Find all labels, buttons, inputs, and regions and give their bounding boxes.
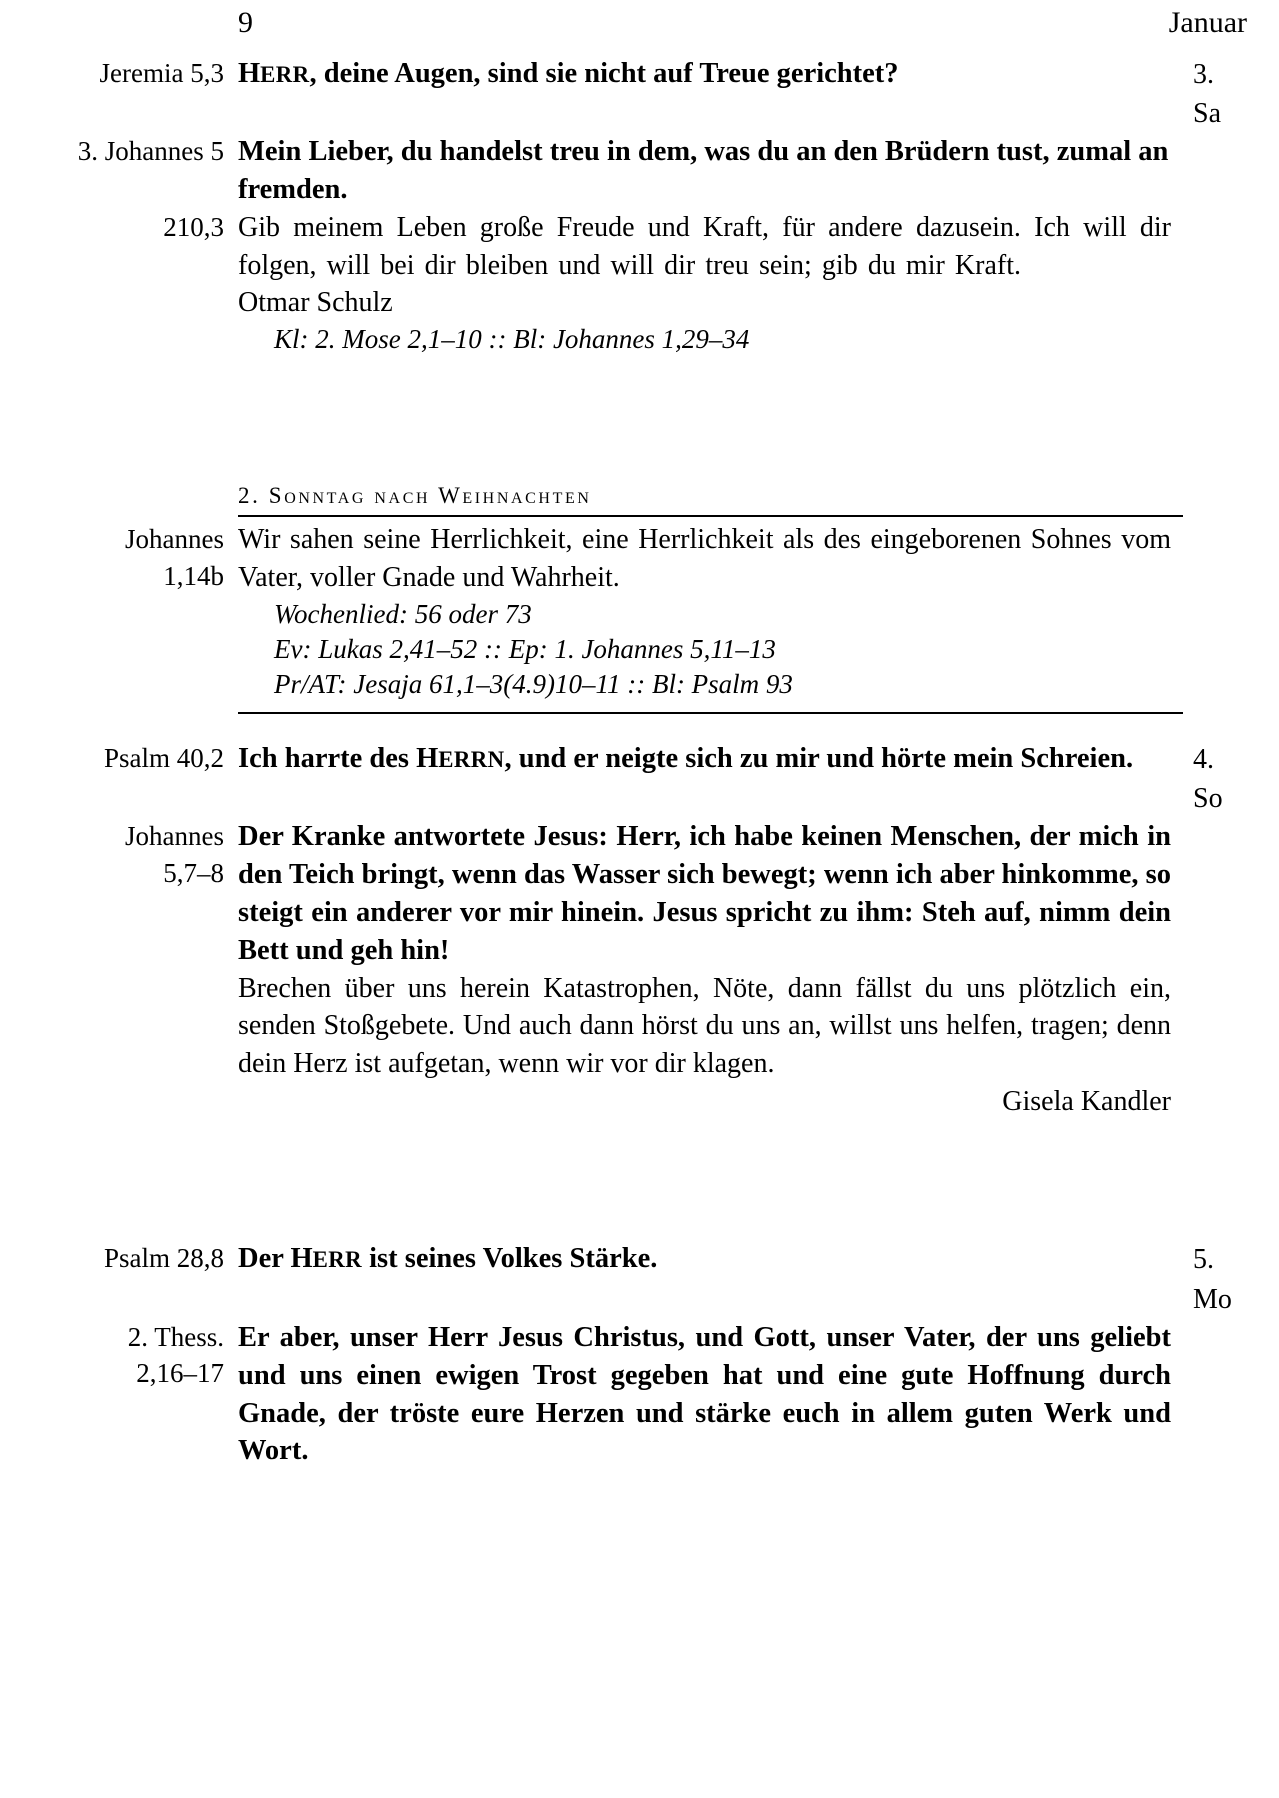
day-marker-spacer [1183, 209, 1279, 322]
hymn-reference: 210,3 [163, 212, 224, 243]
entry-row [0, 55, 1279, 133]
scripture-reference: Jeremia 5,3 [99, 58, 224, 88]
lectionary-line: Wochenlied: 56 oder 73 [274, 598, 532, 629]
day-weekday: Sa [1193, 98, 1221, 130]
entry-body [238, 818, 1183, 970]
day-entry-5 [0, 1240, 1279, 1470]
sunday-title: 2. Sonntag nach Weihnachten [238, 483, 592, 509]
day-marker-spacer [1183, 521, 1279, 702]
reference-line-2: 2,16–17 [136, 1358, 224, 1389]
sunday-block [0, 483, 1279, 714]
day-number: 5. [1193, 1244, 1214, 1276]
verse-text: Er aber, unser Herr Jesus Christus, und Gott, unser Vater, der uns geliebt und uns einen ewigen Trost gegeben hat und eine gute Hoffnung durch Gnade, der tröste eure Herzen und stärke euch in allem guten Werk und Wort. [238, 1321, 1171, 1467]
entry-body [238, 970, 1183, 1121]
page-content [0, 55, 1279, 1470]
rule-gap [0, 702, 1279, 712]
day-marker-spacer [1183, 970, 1279, 1121]
entry-body [238, 133, 1183, 209]
verse-part-2: ist seines Volkes Stärke. [362, 1243, 658, 1275]
day-marker-spacer [1183, 133, 1279, 209]
verse-text: Der Kranke antwortete Jesus: Herr, ich habe keinen Menschen, der mich in den Teich bringt, wenn das Wasser sich bewegt; wenn ich aber hinkomme, so steigt ein anderer vor mir hinein. Jesus spricht zu ihm: Steh auf, nimm dein Bett und geh hin! [238, 821, 1171, 966]
scripture-reference: 3. Johannes 5 [77, 136, 224, 167]
verse-text: Mein Lieber, du handelst treu in dem, was du an den Brüdern tust, zumal an fremden. [238, 136, 1169, 206]
author-name: Gisela Kandler [1002, 1085, 1171, 1117]
entry-body [238, 55, 1183, 133]
day-number: 4. [1193, 743, 1214, 775]
meditation-text: Brechen über uns herein Katastrophen, Nöte, dann fällst du uns plötzlich ein, senden Stoßgebete. Und auch dann hörst du uns an, willst uns helfen, tragen; denn dein Herz ist aufgetan, wenn wir vor dir klagen. [238, 972, 1171, 1080]
verse-part: Ich harrte des H [238, 742, 439, 774]
reference-empty [0, 322, 238, 357]
entry-row [0, 521, 1279, 702]
day-entry-4 [0, 740, 1279, 1121]
reference-empty [0, 970, 238, 1121]
verse-part-2: , deine Augen, sind sie nicht auf Treue gerichtet? [309, 58, 899, 89]
scripture-reference [0, 521, 238, 702]
day-number: 3. [1193, 59, 1214, 90]
scripture-reference: Psalm 40,2 [103, 742, 224, 773]
reference-line-2: 5,7–8 [163, 857, 224, 888]
section-spacer [0, 714, 1279, 740]
month-label: Januar [1168, 6, 1247, 39]
day-marker-spacer [1183, 322, 1279, 357]
verse-text [238, 1240, 1171, 1278]
day-weekday: Mo [1193, 1283, 1232, 1315]
entry-row [0, 322, 1279, 357]
entry-row [0, 1319, 1279, 1471]
sunday-body [0, 517, 1279, 702]
entry-row [0, 970, 1279, 1121]
day-marker-4 [1183, 740, 1279, 818]
entry-row [0, 133, 1279, 209]
reference-line-1: Johannes [125, 524, 224, 555]
verse-text [238, 740, 1171, 778]
day-marker-5 [1183, 1240, 1279, 1318]
reference-line-1: 2. Thess. [127, 1321, 224, 1352]
verse-smallcaps: ERR [260, 62, 310, 87]
entry-body [238, 209, 1183, 322]
section-spacer [0, 1120, 1279, 1240]
day-marker-3 [1183, 55, 1279, 133]
entry-body [238, 1319, 1183, 1471]
lectionary-line: Ev: Lukas 2,41–52 :: Ep: 1. Johannes 5,11–13 [274, 633, 776, 664]
day-entry-3 [0, 55, 1279, 357]
verse-part-2: , und er neigte sich zu mir und hörte mein Schreien. [504, 742, 1134, 774]
weekly-motto-text: Wir sahen seine Herrlichkeit, eine Herrlichkeit als des eingeborenen Sohnes vom Vater, voller Gnade und Wahrheit. [238, 524, 1171, 593]
section-spacer [0, 357, 1279, 483]
entry-body [238, 322, 1183, 357]
entry-row [0, 740, 1279, 818]
author-name: Otmar Schulz [238, 287, 393, 319]
lectionary-line: Pr/AT: Jesaja 61,1–3(4.9)10–11 :: Bl: Psalm 93 [274, 668, 793, 699]
verse-smallcaps: ERR [312, 1247, 363, 1273]
scripture-reference [0, 1319, 238, 1471]
day-weekday: So [1193, 783, 1223, 814]
entry-row [0, 1240, 1279, 1318]
lectionary-line: Kl: 2. Mose 2,1–10 :: Bl: Johannes 1,29–34 [274, 324, 750, 355]
scripture-reference: Psalm 28,8 [103, 1243, 224, 1274]
meditation-text [238, 209, 1171, 322]
running-head [238, 6, 1247, 40]
day-marker-spacer [1183, 818, 1279, 970]
entry-body [238, 521, 1183, 702]
verse-smallcaps: ERRN [438, 746, 505, 772]
verse-part: Der H [238, 1243, 313, 1275]
scripture-reference [0, 818, 238, 970]
reference-line-1: Johannes [125, 821, 224, 852]
entry-row [0, 818, 1279, 970]
page-number: 9 [238, 6, 253, 39]
day-marker-spacer [1183, 1319, 1279, 1471]
rule-bottom [238, 712, 1183, 714]
verse-text [238, 55, 1171, 93]
meditation-body: Gib meinem Leben große Freude und Kraft, für andere dazusein. Ich will dir folgen, will bei dir bleiben und will dir treu sein; gib du mir Kraft. [238, 212, 1171, 281]
entry-row [0, 209, 1279, 322]
entry-body [238, 1240, 1183, 1318]
verse-part: H [238, 58, 261, 89]
reference-line-2: 1,14b [163, 560, 224, 591]
entry-body [238, 740, 1183, 818]
